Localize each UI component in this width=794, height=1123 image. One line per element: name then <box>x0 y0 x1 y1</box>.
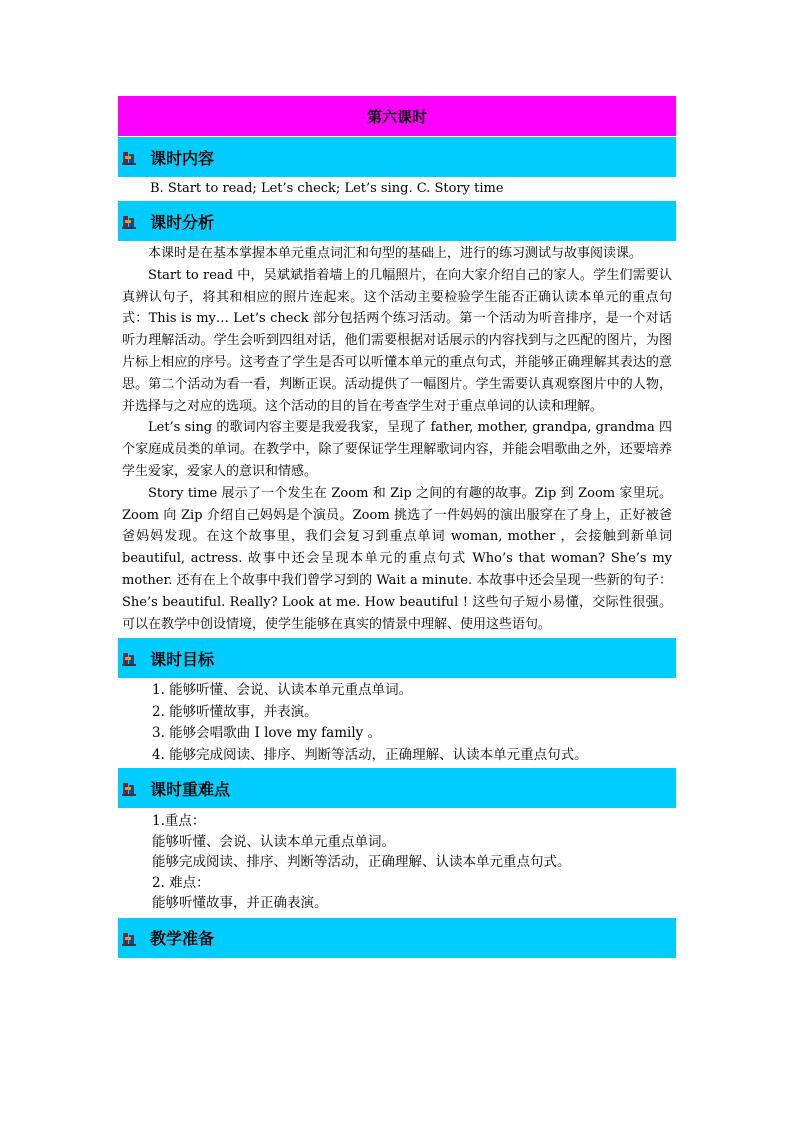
book-icon <box>122 781 136 795</box>
analysis-paragraph: Story time 展示了一个发生在 Zoom 和 Zip 之间的有趣的故事。Zip 到 Zoom 家里玩。Zoom 向 Zip 介绍自己妈妈是个演员。Zoom 挑选了一件妈妈的演出服穿在了身上，正好被爸爸妈妈发现。在这个故事里，我们会复习到重点单词 woman, mother ，会接触到新单词 beautiful, actress. 故事中还会呈现本单元的重点句式 Who’s that woman? She’s my mother. 还有在上个故事中我们曾学习到的 Wait a minute. 本故事中还会呈现一些新的句子：She’s beautiful. Really? Look at me. How beautiful ! 这些句子短小易懂，交际性很强。可以在教学中创设情境，使学生能够在真实的情景中理解、使用这些语句。 <box>122 485 672 632</box>
book-icon <box>122 651 136 665</box>
goal-item: 3. 能够会唱歌曲 I love my family 。 <box>152 725 382 742</box>
goal-item: 1. 能够听懂、会说、认读本单元重点单词。 <box>152 682 413 699</box>
goals-list <box>118 678 676 767</box>
section-header-goals <box>118 637 676 678</box>
analysis-paragraph: Start to read 中，吴斌斌指着墙上的几幅照片，在向大家介绍自己的家人。学生们需要认真辨认句子，将其和相应的照片连起来。这个活动主要检验学生能否正确认读本单元的重点句式：This is my… Let’s check 部分包括两个练习活动。第一个活动为听音排序，是一个对话听力理解活动。学生会听到四组对话，他们需要根据对话展示的内容找到与之匹配的图片，为图片标上相应的序号。这考查了学生是否可以听懂本单元的重点句式，并能够正确理解其表达的意思。第二个活动为看一看，判断正误。活动提供了一幅图片。学生需要认真观察图片中的人物，并选择与之对应的选项。这个活动的目的旨在考查学生对于重点单词的认读和理解。 <box>122 267 672 414</box>
keypoints-list <box>118 808 676 917</box>
analysis-paragraph: Let’s sing 的歌词内容主要是我爱我家，呈现了 father, mother, grandpa, grandma 四个家庭成员类的单词。在教学中，除了要保证学生理解歌词内容，并能会唱歌曲之外，还要培养学生爱家，爱家人的意识和情感。 <box>122 420 672 479</box>
keypoint-line: 能够听懂、会说、认读本单元重点单词。 <box>152 833 395 850</box>
section-heading: 教学准备 <box>150 929 215 949</box>
lesson-title: 第六课时 <box>118 96 676 136</box>
keypoint-line: 能够听懂故事，并正确表演。 <box>152 895 328 912</box>
keypoint-line: 1.重点： <box>152 813 206 830</box>
book-icon <box>122 150 136 164</box>
analysis-paragraph: 本课时是在基本掌握本单元重点词汇和句型的基础上，进行的练习测试与故事阅读课。 <box>148 246 643 261</box>
section-heading: 课时分析 <box>150 212 215 232</box>
book-icon <box>122 931 136 945</box>
section-heading: 课时内容 <box>150 148 215 168</box>
goal-item: 4. 能够完成阅读、排序、判断等活动，正确理解、认读本单元重点句式。 <box>152 746 588 763</box>
section-heading: 课时目标 <box>150 649 215 669</box>
section-header-content <box>118 136 676 177</box>
keypoint-line: 2. 难点： <box>152 874 210 891</box>
content-text: B. Start to read; Let’s check; Let’s sing. C. Story time <box>150 181 504 196</box>
section-header-prep <box>118 917 676 958</box>
analysis-body <box>118 241 676 637</box>
keypoint-line: 能够完成阅读、排序、判断等活动，正确理解、认读本单元重点句式。 <box>152 854 571 871</box>
goal-item: 2. 能够听懂故事，并表演。 <box>152 703 318 720</box>
section-header-analysis <box>118 200 676 241</box>
section-header-keypoints <box>118 767 676 808</box>
section-heading: 课时重难点 <box>150 779 231 799</box>
book-icon <box>122 214 136 228</box>
lesson-document <box>118 96 676 958</box>
